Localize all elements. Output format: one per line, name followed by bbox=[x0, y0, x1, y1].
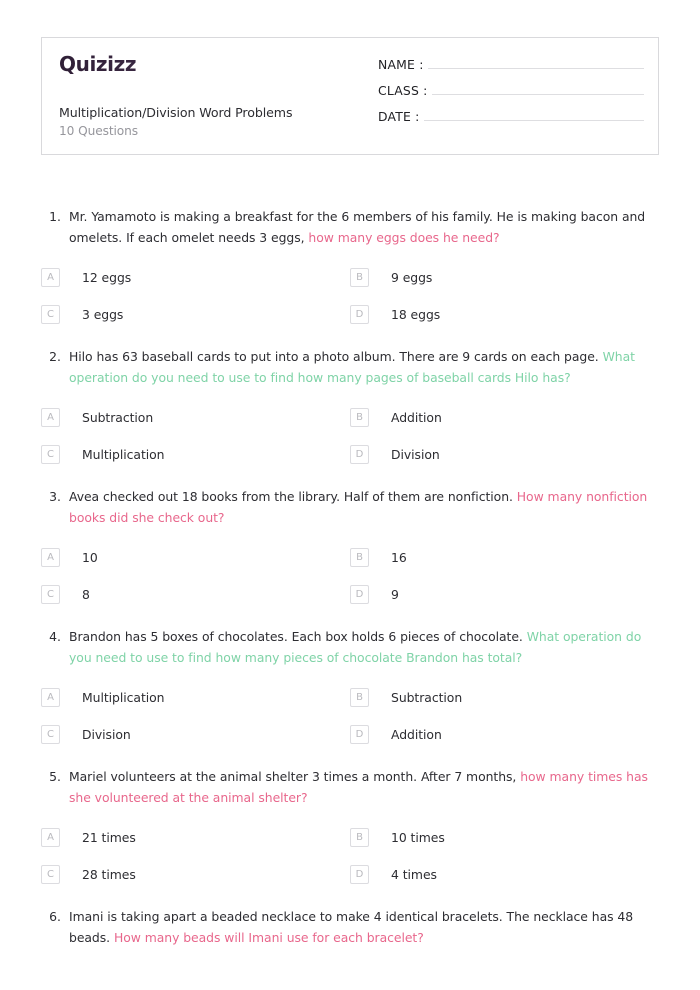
question-item bbox=[41, 626, 659, 762]
question-text bbox=[69, 486, 659, 528]
answer-options bbox=[41, 259, 659, 333]
answer-option[interactable] bbox=[350, 576, 659, 613]
answer-option-text: 28 times bbox=[82, 866, 136, 882]
student-info-fields bbox=[360, 38, 658, 154]
answer-option-letter: D bbox=[350, 585, 369, 604]
answer-option[interactable] bbox=[41, 539, 350, 576]
answer-option-letter: C bbox=[41, 865, 60, 884]
answer-option-letter: A bbox=[41, 408, 60, 427]
answer-option-letter: D bbox=[350, 445, 369, 464]
answer-option-letter: A bbox=[41, 268, 60, 287]
question-header bbox=[41, 626, 659, 668]
answer-option[interactable] bbox=[350, 259, 659, 296]
answer-option-text: 21 times bbox=[82, 829, 136, 845]
question-item bbox=[41, 346, 659, 482]
date-field-row bbox=[378, 107, 644, 124]
answer-option[interactable] bbox=[41, 259, 350, 296]
question-text-highlight: how many eggs does he need? bbox=[308, 230, 500, 245]
answer-option-letter: B bbox=[350, 828, 369, 847]
question-spacer bbox=[41, 753, 659, 762]
answer-option-letter: A bbox=[41, 828, 60, 847]
worksheet-header bbox=[41, 37, 659, 155]
question-text bbox=[69, 626, 659, 668]
answer-option-text: Addition bbox=[391, 726, 442, 742]
question-spacer bbox=[41, 333, 659, 342]
question-text-highlight: What operation do you need to use to find how many pages of baseball cards Hilo has? bbox=[69, 349, 635, 385]
answer-option[interactable] bbox=[41, 856, 350, 893]
answer-option-text: 9 bbox=[391, 586, 399, 602]
answer-option-letter: C bbox=[41, 445, 60, 464]
answer-options bbox=[41, 399, 659, 473]
question-header bbox=[41, 486, 659, 528]
answer-option-text: Division bbox=[82, 726, 131, 742]
answer-options bbox=[41, 539, 659, 613]
question-list bbox=[41, 206, 659, 961]
name-field-row bbox=[378, 55, 644, 72]
name-field-label: NAME : bbox=[378, 57, 424, 72]
question-text-highlight: how many times has she volunteered at the animal shelter? bbox=[69, 769, 648, 805]
answer-options bbox=[41, 819, 659, 893]
header-left-section bbox=[42, 38, 360, 154]
answer-option[interactable] bbox=[350, 436, 659, 473]
answer-option[interactable] bbox=[350, 296, 659, 333]
question-number: 2. bbox=[49, 349, 61, 364]
class-field-row bbox=[378, 81, 644, 98]
question-text bbox=[69, 906, 659, 948]
answer-option-letter: C bbox=[41, 585, 60, 604]
answer-option[interactable] bbox=[350, 679, 659, 716]
answer-option-text: Multiplication bbox=[82, 446, 165, 462]
question-text-plain: Mariel volunteers at the animal shelter 3 times a month. After 7 months, bbox=[69, 769, 521, 784]
question-item bbox=[41, 486, 659, 622]
worksheet-question-count: 10 Questions bbox=[59, 124, 139, 138]
question-text-plain: Hilo has 63 baseball cards to put into a photo album. There are 9 cards on each page. bbox=[69, 349, 603, 364]
answer-option-text: 3 eggs bbox=[82, 306, 124, 322]
answer-option-letter: B bbox=[350, 268, 369, 287]
answer-option-text: 18 eggs bbox=[391, 306, 441, 322]
answer-option-text: 4 times bbox=[391, 866, 437, 882]
question-number: 5. bbox=[49, 769, 61, 784]
question-text-plain: Mr. Yamamoto is making a breakfast for the 6 members of his family. He is making bacon and omelets. If each omelet needs 3 eggs, bbox=[69, 209, 646, 245]
question-spacer bbox=[41, 473, 659, 482]
answer-option[interactable] bbox=[350, 399, 659, 436]
question-text bbox=[69, 206, 659, 248]
question-spacer bbox=[41, 613, 659, 622]
answer-option-letter: A bbox=[41, 548, 60, 567]
class-field-input[interactable] bbox=[432, 81, 644, 95]
answer-option-text: Addition bbox=[391, 409, 442, 425]
name-field-input[interactable] bbox=[428, 55, 644, 69]
answer-option[interactable] bbox=[41, 716, 350, 753]
answer-option-letter: C bbox=[41, 305, 60, 324]
question-text-plain: Imani is taking apart a beaded necklace to make 4 identical bracelets. The necklace has 48 beads. bbox=[69, 909, 634, 945]
answer-option-text: 10 bbox=[82, 549, 98, 565]
date-field-input[interactable] bbox=[424, 107, 644, 121]
worksheet-title: Multiplication/Division Word Problems bbox=[59, 105, 293, 120]
date-field-label: DATE : bbox=[378, 109, 420, 124]
question-text-highlight: How many nonfiction books did she check out? bbox=[69, 489, 648, 525]
question-text-highlight: What operation do you need to use to find how many pieces of chocolate Brandon has total? bbox=[69, 629, 642, 665]
question-header bbox=[41, 906, 659, 948]
answer-option[interactable] bbox=[350, 856, 659, 893]
answer-option[interactable] bbox=[350, 716, 659, 753]
question-spacer bbox=[41, 893, 659, 902]
answer-options bbox=[41, 679, 659, 753]
quizizz-logo: Quizizz bbox=[59, 52, 360, 76]
answer-option[interactable] bbox=[41, 436, 350, 473]
question-item bbox=[41, 906, 659, 957]
question-header bbox=[41, 206, 659, 248]
answer-option-text: 16 bbox=[391, 549, 407, 565]
worksheet-meta bbox=[59, 104, 360, 154]
question-item bbox=[41, 206, 659, 342]
answer-option-text: Division bbox=[391, 446, 440, 462]
question-number: 4. bbox=[49, 629, 61, 644]
question-text bbox=[69, 766, 659, 808]
answer-option-letter: A bbox=[41, 688, 60, 707]
answer-option-letter: D bbox=[350, 725, 369, 744]
class-field-label: CLASS : bbox=[378, 83, 428, 98]
question-text-highlight: How many beads will Imani use for each bracelet? bbox=[113, 930, 424, 945]
answer-option-text: 9 eggs bbox=[391, 269, 433, 285]
question-number: 1. bbox=[49, 209, 61, 224]
answer-option[interactable] bbox=[41, 576, 350, 613]
answer-option[interactable] bbox=[41, 296, 350, 333]
answer-option-text: Subtraction bbox=[82, 409, 154, 425]
answer-option-text: 12 eggs bbox=[82, 269, 132, 285]
question-header bbox=[41, 766, 659, 808]
answer-option-letter: B bbox=[350, 408, 369, 427]
question-number: 6. bbox=[49, 909, 61, 924]
answer-option-text: Subtraction bbox=[391, 689, 463, 705]
question-text-plain: Avea checked out 18 books from the library. Half of them are nonfiction. bbox=[69, 489, 517, 504]
answer-option-letter: C bbox=[41, 725, 60, 744]
question-text bbox=[69, 346, 659, 388]
question-number: 3. bbox=[49, 489, 61, 504]
answer-option-letter: B bbox=[350, 548, 369, 567]
answer-option[interactable] bbox=[41, 679, 350, 716]
answer-option[interactable] bbox=[41, 819, 350, 856]
answer-option-letter: D bbox=[350, 305, 369, 324]
answer-option-text: Multiplication bbox=[82, 689, 165, 705]
answer-option-letter: B bbox=[350, 688, 369, 707]
question-item bbox=[41, 766, 659, 902]
question-text-plain: Brandon has 5 boxes of chocolates. Each box holds 6 pieces of chocolate. bbox=[69, 629, 527, 644]
answer-option[interactable] bbox=[41, 399, 350, 436]
answer-option-text: 8 bbox=[82, 586, 90, 602]
answer-option[interactable] bbox=[350, 539, 659, 576]
answer-option-text: 10 times bbox=[391, 829, 445, 845]
answer-option[interactable] bbox=[350, 819, 659, 856]
question-header bbox=[41, 346, 659, 388]
answer-option-letter: D bbox=[350, 865, 369, 884]
question-spacer bbox=[41, 948, 659, 957]
